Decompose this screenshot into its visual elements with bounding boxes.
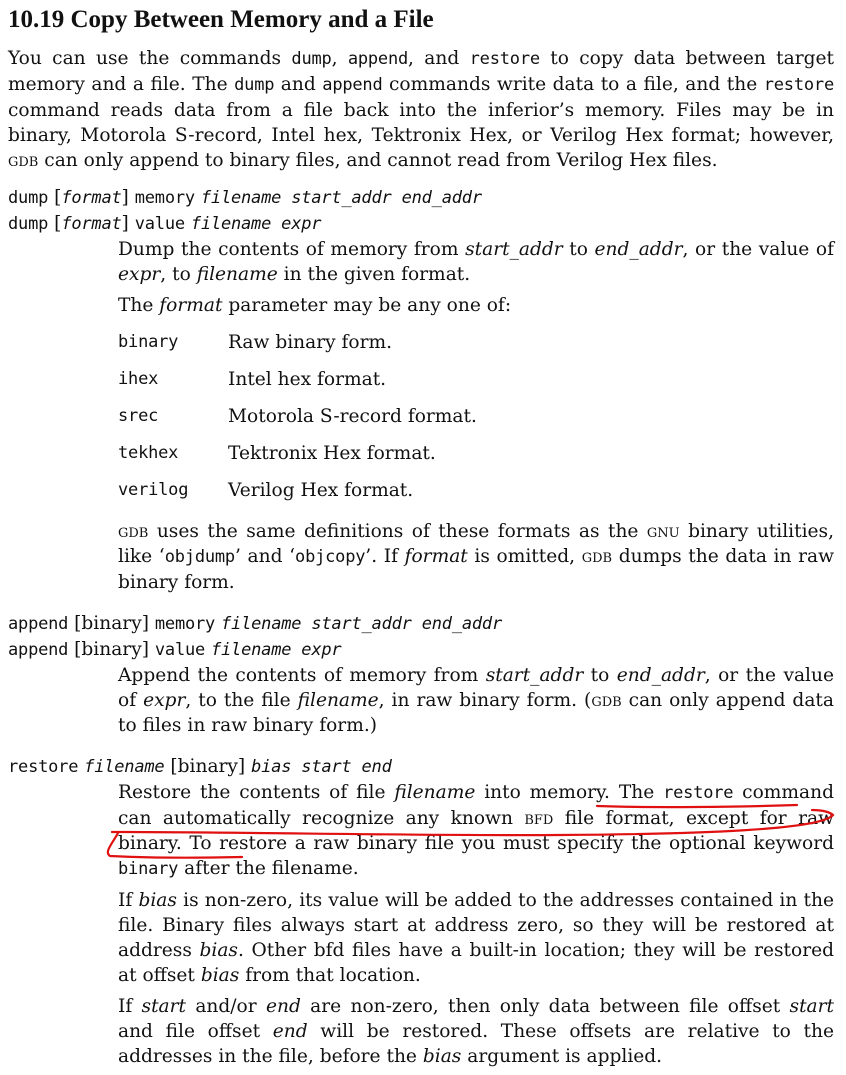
arg: filename xyxy=(196,264,278,285)
arg: end xyxy=(265,996,301,1017)
code: dump xyxy=(234,75,275,95)
arg: expr xyxy=(118,264,161,285)
text: ’ and ‘ xyxy=(234,546,296,567)
arg: format xyxy=(159,295,223,316)
restore-signature xyxy=(8,754,834,780)
append-description xyxy=(118,663,834,738)
gdb-name: gdb xyxy=(8,150,39,171)
args: filename start_addr end_addr xyxy=(221,614,502,634)
arg: start xyxy=(141,996,187,1017)
format-row xyxy=(118,435,477,472)
bracket: [ xyxy=(54,213,62,234)
bracket: ] xyxy=(121,187,129,208)
text: can only append to binary files, and cannot read from Verilog Hex files. xyxy=(38,150,718,171)
command: append xyxy=(8,614,69,634)
text: If xyxy=(118,996,142,1017)
arg: start_addr xyxy=(485,665,584,686)
text: parameter may be any one of: xyxy=(222,295,512,316)
text: to copy data between target memory and a file. The xyxy=(8,48,834,95)
bracket: ] xyxy=(121,213,129,234)
text: in the given format. xyxy=(277,264,471,285)
text: commands write data to a file, and the xyxy=(382,74,764,95)
arg: end_addr xyxy=(594,239,683,260)
text: to xyxy=(562,239,595,260)
gdb-name: gdb xyxy=(118,521,149,542)
arg: format xyxy=(61,214,122,234)
args: filename expr xyxy=(190,214,322,234)
text: , xyxy=(331,48,348,69)
arg: format xyxy=(404,546,468,567)
gnu-name: gnu xyxy=(646,521,680,542)
format-desc: Intel hex format. xyxy=(228,369,387,390)
command: restore xyxy=(8,757,79,777)
option: [binary] xyxy=(74,639,149,660)
arg: expr xyxy=(143,690,186,711)
format-row xyxy=(118,324,477,361)
text: If xyxy=(118,890,139,911)
dump-desc-paragraph xyxy=(118,237,834,287)
format-desc: Verilog Hex format. xyxy=(228,480,414,501)
section-number: 10.19 xyxy=(8,6,65,33)
text: dumps the data in raw binary form. xyxy=(118,546,834,593)
text: is omitted, xyxy=(467,546,582,567)
arg: bias xyxy=(422,1046,462,1067)
arg: filename xyxy=(84,757,165,777)
document-page xyxy=(8,0,834,1075)
text: , or the value of xyxy=(682,239,834,260)
text: are non-zero, then only data between file offset xyxy=(300,996,790,1017)
text: You can use the commands xyxy=(8,48,292,69)
restore-desc-paragraph xyxy=(118,780,834,882)
section-title: Copy Between Memory and a File xyxy=(70,6,434,33)
code: dump xyxy=(291,49,332,69)
spacer xyxy=(8,744,834,754)
text: can only append data to files in raw binary form.) xyxy=(118,690,834,736)
option: [binary] xyxy=(170,756,246,777)
arg: start xyxy=(789,996,834,1017)
text: and file offset xyxy=(118,1021,273,1042)
format-row xyxy=(118,398,477,435)
text: command reads data from a file back into the inferior’s memory. Files may be in binary, Motorola S-record, Intel hex, Tektronix Hex, or Verilog Hex format; however, xyxy=(8,100,834,146)
append-memory-signature xyxy=(8,611,834,637)
arg: bias xyxy=(199,940,238,961)
text: uses the same definitions of these formats as the xyxy=(148,521,647,542)
text: is non-zero, its value will be added to the addresses contained in the file. Binary files always start at address zero, so they will be restored at address xyxy=(118,890,835,961)
format-key: tekhex xyxy=(118,443,179,463)
code: restore xyxy=(763,75,834,95)
append-value-signature xyxy=(8,637,834,663)
spacer xyxy=(8,601,834,611)
text: The xyxy=(118,295,160,316)
code: objdump xyxy=(164,547,235,567)
text: and/or xyxy=(186,996,266,1017)
underlined-text: To restore a raw binary file you must specify the optional keyword xyxy=(189,833,835,854)
args: bias start end xyxy=(251,757,392,777)
gdb-name: gdb xyxy=(591,690,622,711)
keyword: memory xyxy=(154,614,216,634)
arg: end xyxy=(272,1021,308,1042)
text: , or the value of xyxy=(118,665,834,711)
args: filename expr xyxy=(210,640,342,660)
restore-bias-paragraph xyxy=(118,888,834,988)
bracket: [ xyxy=(54,187,62,208)
format-row xyxy=(118,472,477,509)
format-key: ihex xyxy=(118,369,159,389)
format-desc: Motorola S-record format. xyxy=(228,406,477,427)
gdb-name: gdb xyxy=(581,546,613,567)
intro-paragraph xyxy=(8,46,834,173)
option: [binary] xyxy=(74,613,149,634)
arg: filename xyxy=(297,690,379,711)
code: append xyxy=(347,49,409,69)
text: command can automatically recognize any known xyxy=(118,782,835,829)
keyword: value xyxy=(134,214,185,234)
text: , to xyxy=(160,264,197,285)
format-desc: Raw binary form. xyxy=(228,332,393,353)
text: into memory. The xyxy=(475,782,664,803)
arg: filename xyxy=(394,782,476,803)
format-row xyxy=(118,361,477,398)
code: restore xyxy=(663,783,734,803)
command: dump xyxy=(8,188,49,208)
text: Dump the contents of memory from xyxy=(118,239,466,260)
code: objcopy xyxy=(295,547,366,567)
args: filename start_addr end_addr xyxy=(200,188,482,208)
section-heading xyxy=(8,3,834,37)
format-desc: Tektronix Hex format. xyxy=(228,443,436,464)
dump-memory-signature xyxy=(8,185,834,211)
dump-value-signature xyxy=(8,211,834,237)
text: from that location. xyxy=(239,965,421,986)
text: file format, xyxy=(553,808,687,829)
keyword: value xyxy=(154,640,206,660)
format-key: verilog xyxy=(118,480,189,500)
format-key: srec xyxy=(118,406,159,426)
command: dump xyxy=(8,214,49,234)
keyword: memory xyxy=(134,188,195,208)
format-param-intro xyxy=(118,293,834,318)
text: , to the file xyxy=(185,690,298,711)
command: append xyxy=(8,640,69,660)
text: will be restored. These offsets are relative to the addresses in the file, before the xyxy=(118,1021,834,1067)
arg: end_addr xyxy=(616,665,705,686)
bfd-name: bfd xyxy=(524,808,554,829)
underlined-text: after the filename. xyxy=(178,858,359,879)
format-table xyxy=(118,324,477,509)
text: , and xyxy=(408,48,470,69)
text: argument is applied. xyxy=(461,1046,663,1067)
text: to xyxy=(583,665,617,686)
restore-description xyxy=(118,780,834,1069)
arg: bias xyxy=(138,890,177,911)
text: ’. If xyxy=(365,546,405,567)
append-desc-paragraph xyxy=(118,663,834,738)
restore-offset-paragraph xyxy=(118,994,834,1069)
gdb-formats-note xyxy=(118,519,834,595)
arg: start_addr xyxy=(465,239,563,260)
text: . Other bfd files have a built-in location; they will be restored at offset xyxy=(118,940,835,986)
code: append xyxy=(322,75,383,95)
text: Append the contents of memory from xyxy=(118,665,486,686)
dump-description xyxy=(118,237,834,595)
underlined-text: except for raw binary. xyxy=(118,808,834,854)
arg: bias xyxy=(200,965,240,986)
text: and xyxy=(274,74,323,95)
format-key: binary xyxy=(118,332,179,352)
text: Restore the contents of file xyxy=(118,782,395,803)
text: , in raw binary form. ( xyxy=(378,690,592,711)
code: restore xyxy=(469,49,540,69)
text: binary utilities, like ‘ xyxy=(118,521,834,567)
keyword: binary xyxy=(118,859,179,879)
arg: format xyxy=(61,188,122,208)
